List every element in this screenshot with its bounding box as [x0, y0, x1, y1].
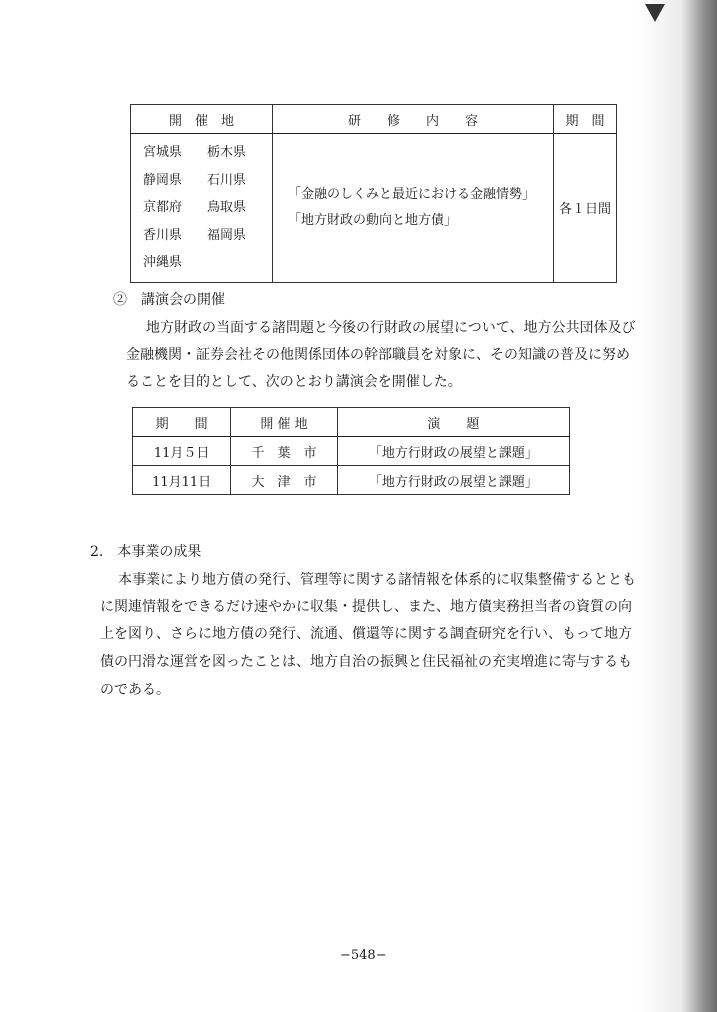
- prefecture: 香川県: [143, 227, 183, 243]
- lecture-heading: ② 講演会の開催: [113, 292, 225, 308]
- lecture-date: 11月５日: [133, 437, 231, 466]
- prefecture: 宮城県: [143, 145, 183, 160]
- lecture-table-row: [133, 437, 570, 466]
- training-table: [130, 104, 617, 283]
- prefecture: 沖縄県: [143, 255, 183, 270]
- prefecture-list: [132, 135, 271, 281]
- prefecture-row: [143, 194, 271, 222]
- prefecture: 鳥取県: [207, 200, 247, 215]
- prefecture-row: [143, 139, 271, 167]
- header-content: 研 修 内 容: [273, 105, 554, 134]
- header-venue: 開 催 地: [131, 105, 273, 134]
- lecture-date: 11月11日: [133, 466, 231, 495]
- header-date: 期 間: [133, 408, 231, 437]
- lecture-table: [132, 407, 570, 495]
- training-table-row: [131, 134, 617, 283]
- lecture-text-line: ることを目的として、次のとおり講演会を開催した。: [126, 374, 462, 390]
- lecture-venue: 大 津 市: [231, 466, 338, 495]
- results-text-line: のである。: [100, 682, 170, 698]
- page-edge-shadow: [637, 0, 717, 1012]
- results-text-line: に関連情報をできるだけ速やかに収集・提供し、また、地方債実務担当者の資質の向: [100, 599, 632, 615]
- prefecture: 京都府: [143, 200, 183, 215]
- content-cell: [273, 134, 554, 283]
- training-topic: 「地方財政の動向と地方債」: [288, 212, 458, 228]
- lecture-text-line: 金融機関・証券会社その他関係団体の幹部職員を対象に、その知識の普及に努め: [126, 347, 630, 363]
- header-venue: 開 催 地: [231, 408, 338, 437]
- page-number: −548−: [340, 948, 387, 963]
- results-text-line: 債の円滑な運営を図ったことは、地方自治の振興と住民福祉の充実増進に寄与するも: [100, 654, 632, 670]
- prefecture: 栃木県: [207, 145, 247, 160]
- results-text-line: 本事業により地方債の発行、管理等に関する諸情報を体系的に収集整備するととも: [118, 572, 636, 588]
- header-period: 期 間: [554, 105, 617, 134]
- prefecture-row: [143, 249, 271, 277]
- binding-mark: [645, 4, 665, 22]
- period-cell: 各１日間: [554, 134, 617, 283]
- prefecture-row: [143, 167, 271, 195]
- prefecture-row: [143, 222, 271, 250]
- prefecture: 静岡県: [143, 172, 183, 188]
- results-heading: 2. 本事業の成果: [90, 544, 202, 560]
- lecture-venue: 千 葉 市: [231, 437, 338, 466]
- lecture-table-row: [133, 466, 570, 495]
- lecture-title: 「地方行財政の展望と課題」: [337, 437, 569, 466]
- content-list: [274, 182, 552, 234]
- header-title: 演 題: [337, 408, 569, 437]
- prefecture: 石川県: [207, 172, 247, 188]
- lecture-title: 「地方行財政の展望と課題」: [337, 466, 569, 495]
- lecture-table-header: [133, 408, 570, 437]
- venue-cell: [131, 134, 273, 283]
- training-table-header: [131, 105, 617, 134]
- results-text-line: 上を図り、さらに地方債の発行、流通、償還等に関する調査研究を行い、もって地方: [100, 626, 632, 642]
- lecture-text-line: 地方財政の当面する諸問題と今後の行財政の展望について、地方公共団体及び: [146, 320, 636, 336]
- training-topic: 「金融のしくみと最近における金融情勢」: [288, 186, 536, 202]
- prefecture: 福岡県: [207, 227, 247, 243]
